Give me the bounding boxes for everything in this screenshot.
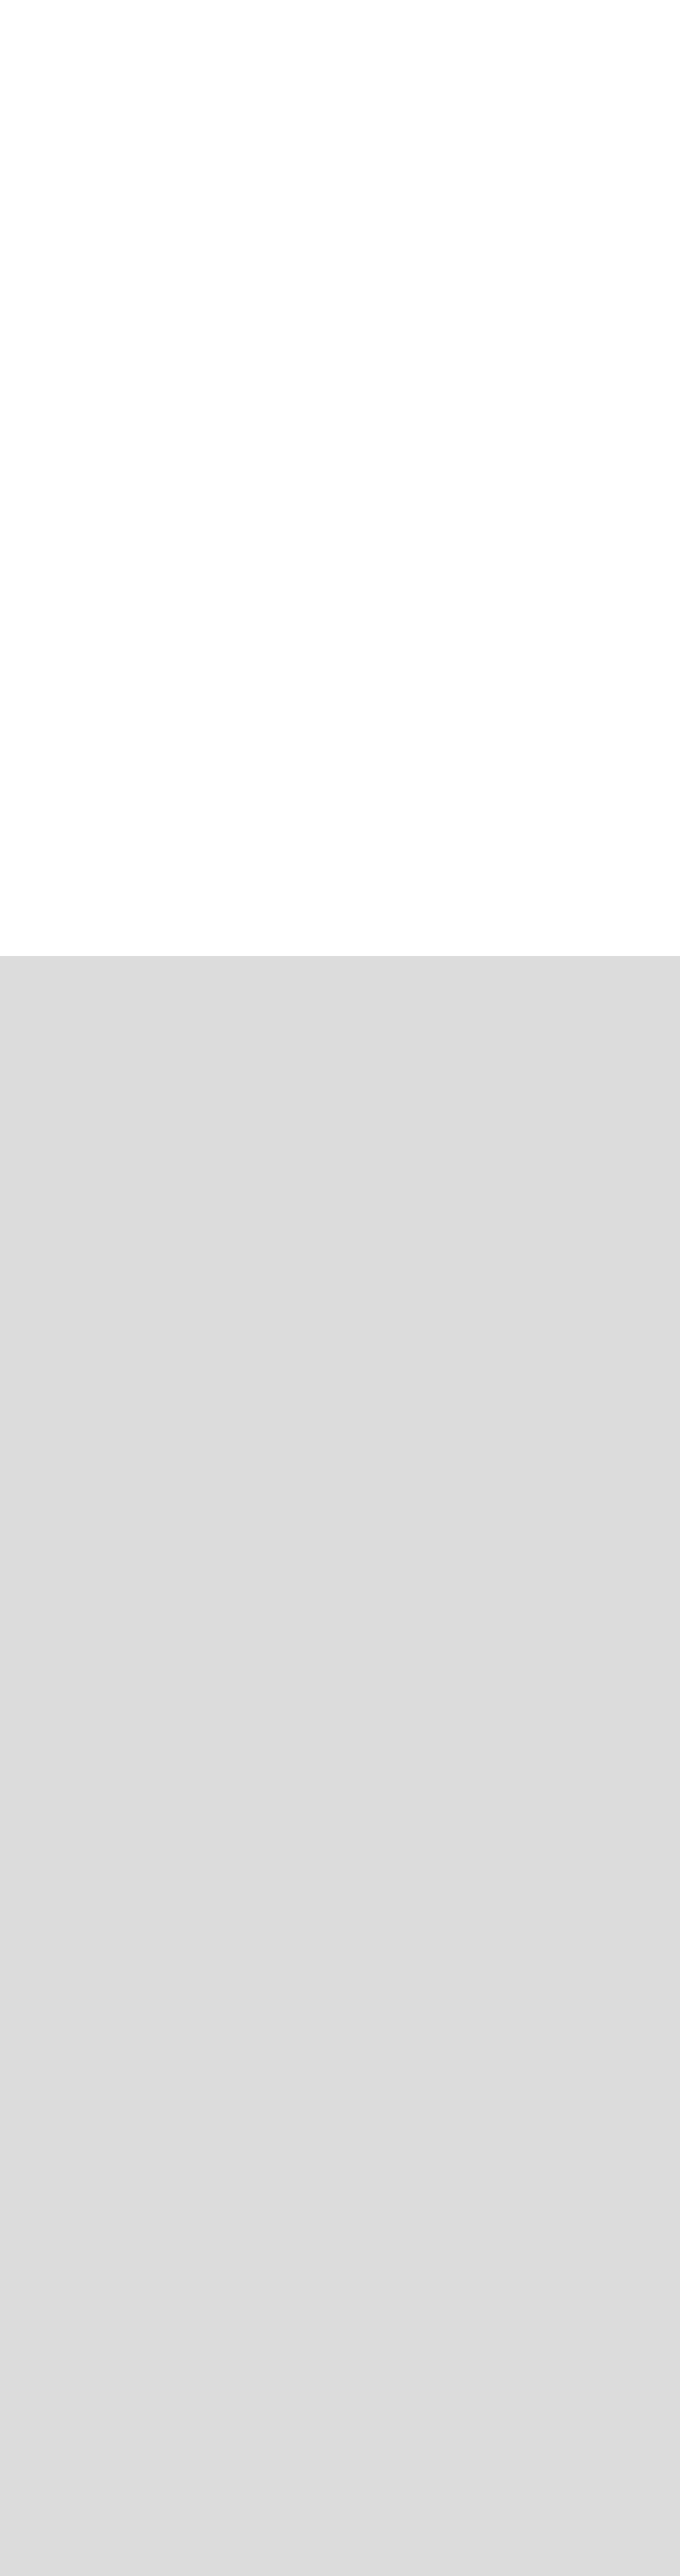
- document-page-1: [0, 0, 680, 956]
